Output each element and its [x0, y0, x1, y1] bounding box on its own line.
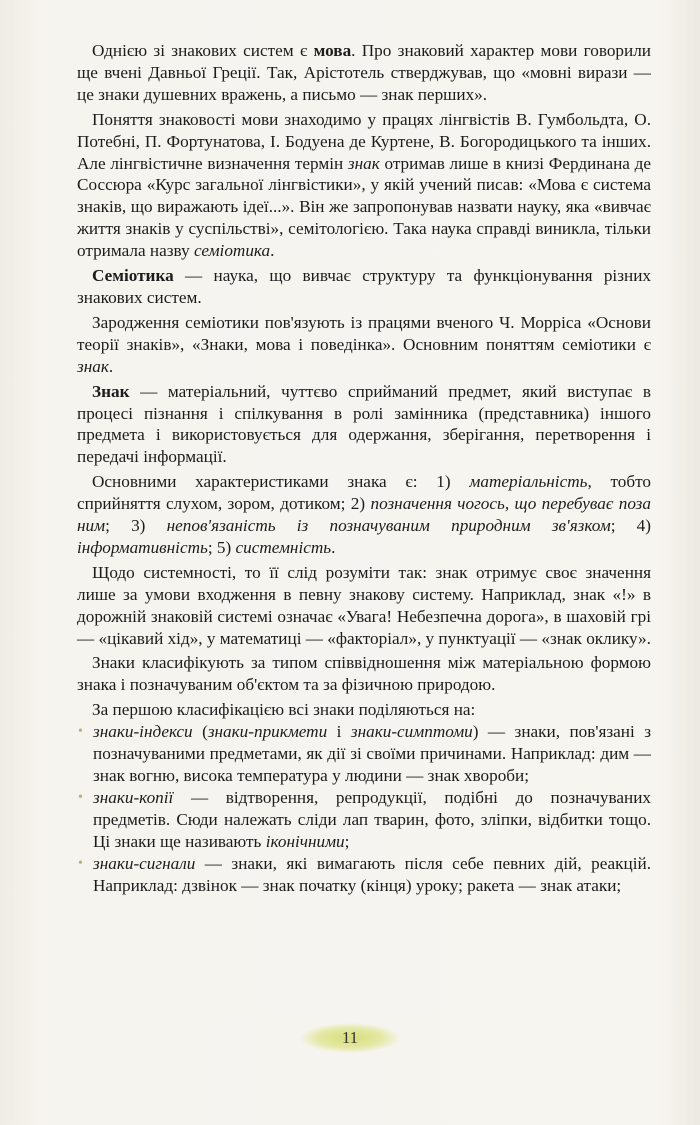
paragraph-language-sign-system: Однією зі знакових систем є мова. Про знаковий характер мови говорили ще вчені Давньої Греції. Так, Арістотель стверджував, що «мовні вирази — це знаки душевних вражень, а письмо — знак перших». — [77, 41, 651, 104]
term-znak-2: знак — [77, 356, 109, 376]
list-item-index-signs: • знаки-індекси (знаки-прикмети і знаки-симптоми) — знаки, пов'язані з позначуваними предметами, як дії зі своїми причинами. Наприклад: дим — знак вогню, висока температура у людини — знак хвороби; — [78, 722, 651, 785]
page-number-badge — [300, 1023, 400, 1053]
term-mova: мова — [313, 41, 352, 60]
term-znak: знак — [347, 153, 380, 173]
paragraph-semiotics-definition: Семіотика — наука, що вивчає структуру та функціонування різних знакових систем. — [77, 266, 651, 307]
bullet-icon: • — [78, 855, 83, 871]
sign-types-list — [77, 721, 651, 896]
term-semiotyka-bold: Семіотика — [92, 266, 174, 286]
paragraph-sign-characteristics: Основними характеристиками знака є: 1) матеріальність, тобто сприйняття слухом, зором, дотиком; 2) позначення чогось, що перебуває поза ним; 3) непов'язаність із позначуваним природним зв'язком; 4) інформативність; 5) системність. — [77, 472, 651, 557]
paragraph-systemness: Щодо системності, то її слід розуміти так: знак отримує своє значення лише за умови входження в певну знакову систему. Наприклад, знак «!» в дорожній знаковій системі означає «Увага! Небезпечна дорога», в шаховій грі — «цікавий хід», у математиці — «факторіал», у пунктуації — «знак оклику». — [77, 562, 651, 648]
paragraph-first-classification: За першою класифікацією всі знаки поділяються на: — [92, 700, 476, 720]
bullet-icon: • — [78, 789, 83, 805]
paragraph-sign-definition: Знак — матеріальний, чуттєво сприйманий предмет, який виступає в процесі пізнання і спілкування в ролі замінника (представника) іншого предмета і використовується для одержання, зберігання, перетворення і передачі інформації. — [77, 381, 651, 467]
paragraph-classification: Знаки класифікують за типом співвідношення між матеріальною формою знака і позначуваним об'єктом та за фізичною природою. — [77, 653, 651, 695]
list-item-signal-signs: • знаки-сигнали — знаки, які вимагають після себе певних дій, реакцій. Наприклад: дзвінок — знак початку (кінця) уроку; ракета — знак атаки; — [78, 853, 651, 895]
body-text — [77, 40, 651, 896]
paragraph-morris: Зародження семіотики пов'язують із працями вченого Ч. Морріса «Основи теорії знаків», «Знаки, мова і поведінка». Основним поняттям семіотики є знак. — [77, 312, 651, 376]
list-item-copy-signs: • знаки-копії — відтворення, репродукції, подібні до позначуваних предметів. Сюди належать сліди лап тварин, фото, зліпки, відбитки тощо. Ці знаки ще називають іконічними; — [78, 787, 651, 851]
paragraph-linguists: Поняття знаковості мови знаходимо у працях лінгвістів В. Гумбольдта, О. Потебні, П. Фортунатова, І. Бодуена де Куртене, В. Богородицького та інших. Але лінгвістичне визначення термін знак отримав лише в книзі Фердинана де Соссюра «Курс загальної лінгвістики», у якій учений писав: «Мова є система знаків, що виражають ідеї...». Він же запропонував назвати науку, яка «вивчає життя знаків у суспільстві», семітологією. Така наука справді виникла, тільки отримала назву семіотика. — [77, 109, 651, 261]
bullet-icon: • — [78, 724, 83, 740]
page-number: 11 — [341, 1028, 359, 1047]
term-semiotyka: семіотика — [193, 241, 271, 261]
term-znak-bold: Знак — [92, 381, 130, 401]
